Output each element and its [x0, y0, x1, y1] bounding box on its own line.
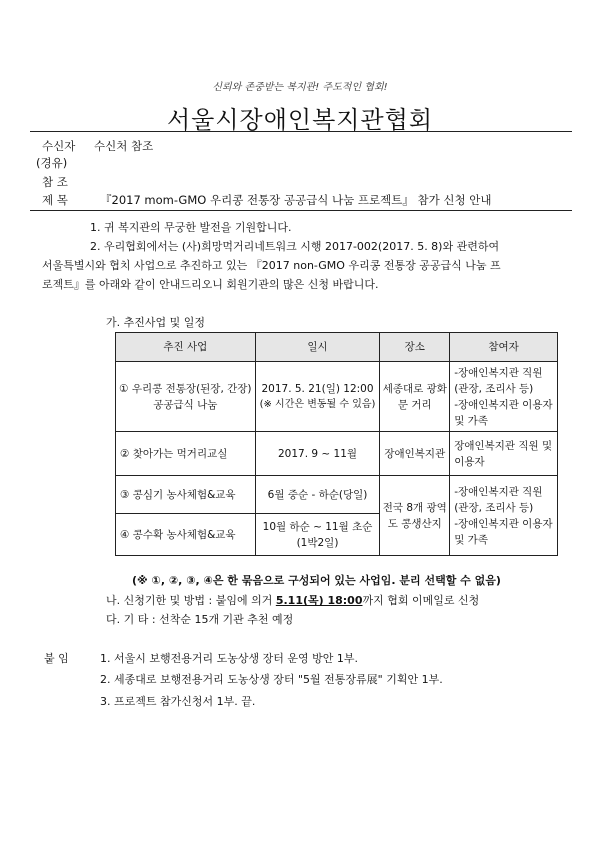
section-na-suffix: 까지 협회 이메일로 신청: [362, 594, 480, 607]
row2-project: ② 찾아가는 먹거리교실: [116, 432, 256, 476]
section-ga: 가. 추진사업 및 일정: [106, 316, 205, 329]
table-row: [116, 362, 558, 432]
header-divider: [30, 131, 572, 132]
subject-value: 『2017 mom-GMO 우리콩 전통장 공공급식 나눔 프로젝트』 참가 신청 안내: [100, 193, 492, 207]
row1-date: 2017. 5. 21(일) 12:00: [261, 382, 374, 395]
row3-participants-cell: [450, 476, 558, 556]
table-row: [116, 476, 558, 514]
row3-date: 6월 중순 - 하순(당일): [255, 476, 380, 514]
paragraph-2-line3: 로젝트』를 아래와 같이 안내드리오니 회원기관의 많은 신청 바랍니다.: [42, 278, 379, 291]
motto: 신뢰와 존중받는 복지관! 주도적인 협회!: [212, 82, 388, 93]
bundle-note: (※ ①, ②, ③, ④은 한 묶음으로 구성되어 있는 사업임. 분리 선택할 수 없음): [132, 574, 501, 587]
attachment-2: 2. 세종대로 보행전용거리 도농상생 장터 "5월 전통장류展" 기획안 1부.: [100, 673, 443, 686]
recipient-value: 수신처 참조: [94, 139, 154, 153]
attachment-label: 붙 임: [44, 652, 69, 665]
via-label: (경유): [36, 156, 68, 170]
schedule-table: [115, 332, 558, 556]
row2-participants: 장애인복지관 직원 및 이용자: [450, 432, 558, 476]
header-participants: 참여자: [450, 333, 558, 362]
row3-project: ③ 콩심기 농사체험&교육: [116, 476, 256, 514]
header-date: 일시: [255, 333, 380, 362]
row3-place: 전국 8개 광역도 콩생산지: [380, 476, 450, 556]
row4-date: 10월 하순 ~ 11월 초순(1박2일): [255, 514, 380, 556]
paragraph-2-line2: 서울특별시와 협치 사업으로 추진하고 있는 『2017 non-GMO 우리콩 전통장 공공급식 나눔 프: [42, 259, 501, 272]
deadline: 5.11(목) 18:00: [275, 594, 363, 607]
recipient-label: 수신자: [42, 139, 76, 153]
section-na-prefix: 나. 신청기한 및 방법 : 붙임에 의거: [106, 594, 276, 607]
subject-label: 제 목: [42, 193, 68, 207]
row1-date-note: (※ 시간은 변동될 수 있음): [259, 398, 376, 410]
header-project: 추진 사업: [116, 333, 256, 362]
row3-participants-1: -장애인복지관 직원(관장, 조리사 등): [454, 485, 543, 514]
ref-label: 참 조: [42, 175, 68, 189]
subject-divider: [30, 210, 572, 211]
paragraph-1: 1. 귀 복지관의 무궁한 발전을 기원합니다.: [90, 221, 292, 234]
table-row: [116, 432, 558, 476]
header-place: 장소: [380, 333, 450, 362]
section-na: [106, 592, 479, 608]
row1-participants-2: -장애인복지관 이용자 및 가족: [454, 398, 553, 427]
row1-project: ① 우리콩 전통장(된장, 간장) 공공급식 나눔: [116, 362, 256, 432]
org-name: 서울시장애인복지관협회: [166, 106, 434, 134]
row2-date: 2017. 9 ~ 11월: [255, 432, 380, 476]
row1-date-cell: [255, 362, 380, 432]
row2-place: 장애인복지관: [380, 432, 450, 476]
table-header-row: [116, 333, 558, 362]
row1-place: 세종대로 광화문 거리: [380, 362, 450, 432]
row3-participants-2: -장애인복지관 이용자 및 가족: [454, 517, 553, 546]
attachment-3: 3. 프로젝트 참가신청서 1부. 끝.: [100, 695, 256, 708]
attachment-1: 1. 서울시 보행전용거리 도농상생 장터 운영 방안 1부.: [100, 652, 358, 665]
row1-participants-1: -장애인복지관 직원(관장, 조리사 등): [454, 366, 543, 395]
section-da: 다. 기 타 : 선착순 15개 기관 추천 예정: [106, 613, 294, 626]
row4-project: ④ 콩수확 농사체험&교육: [116, 514, 256, 556]
row1-participants-cell: [450, 362, 558, 432]
paragraph-2-line1: 2. 우리협회에서는 (사)희망먹거리네트워크 시행 2017-002(2017. 5. 8)와 관련하여: [90, 240, 500, 253]
